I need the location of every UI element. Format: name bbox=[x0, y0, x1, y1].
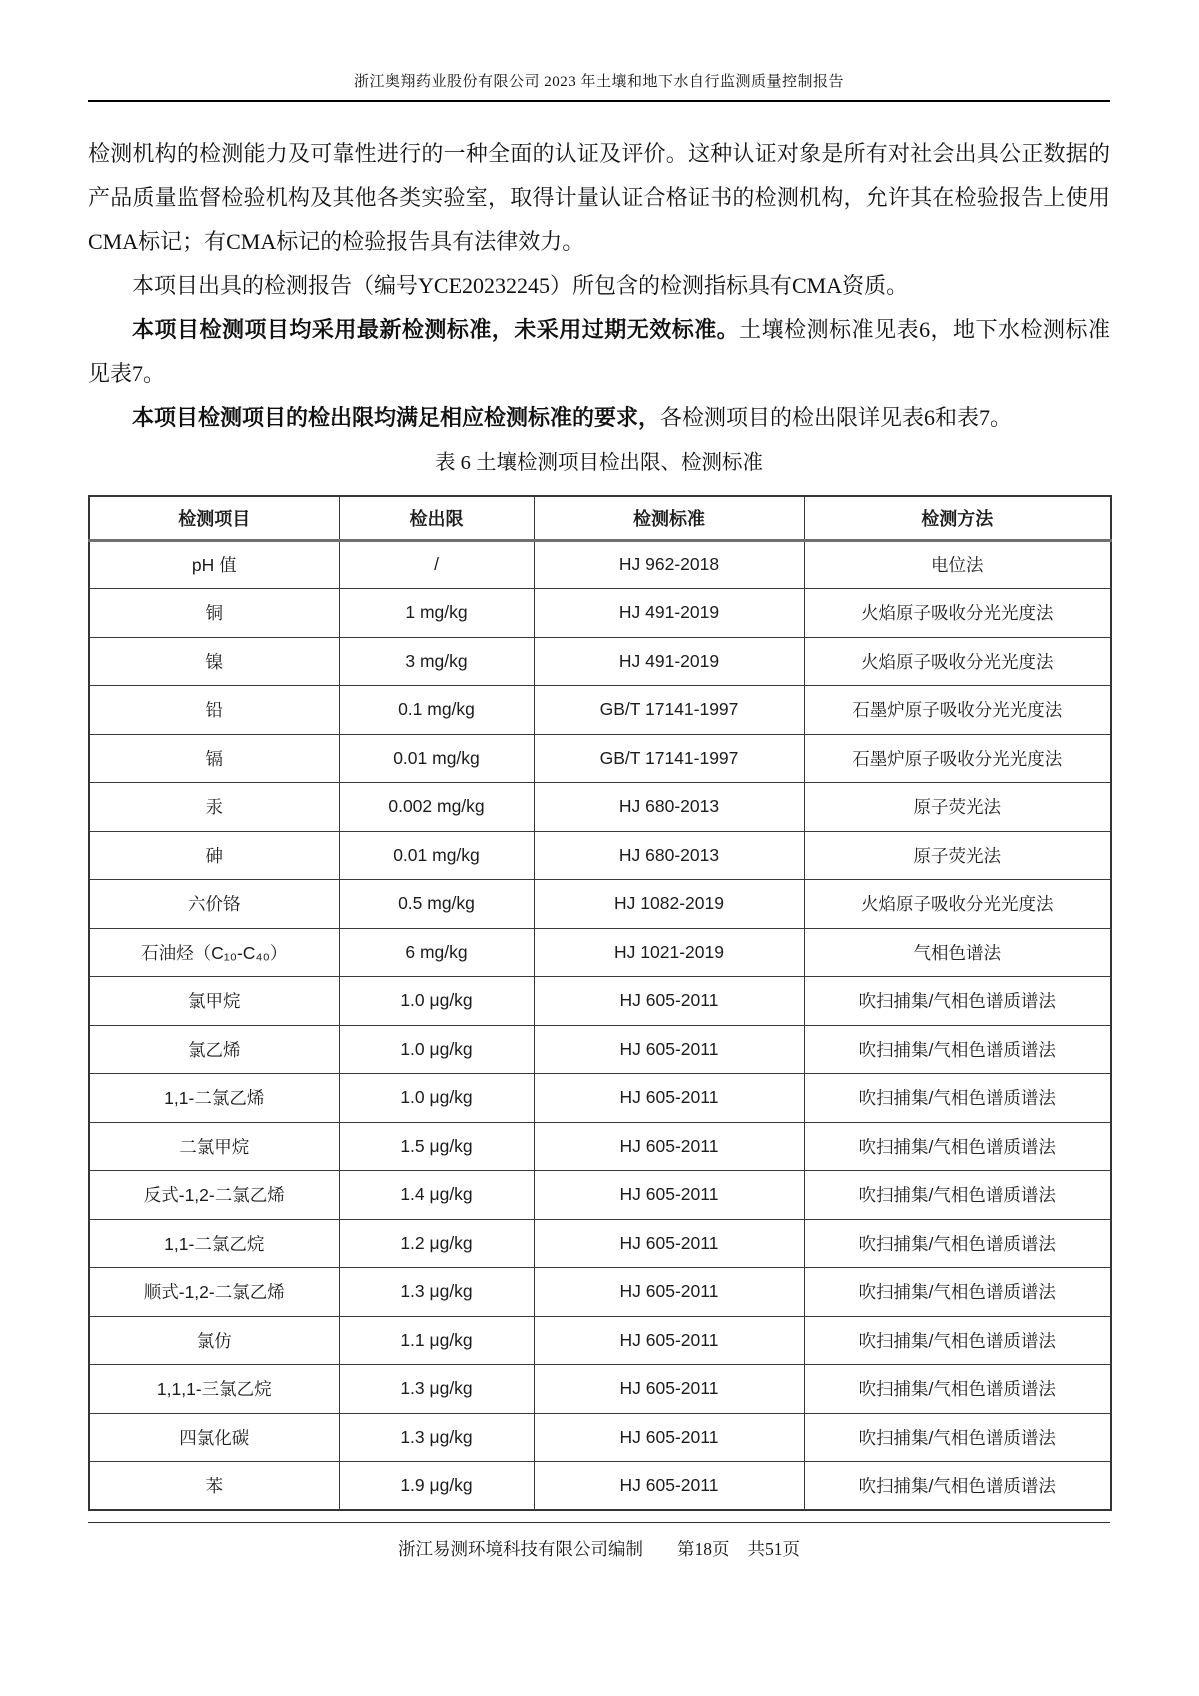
paragraph-detection-limits-normal: 各检测项目的检出限详见表6和表7。 bbox=[660, 405, 1013, 430]
table-row bbox=[89, 540, 1111, 589]
table-cell: HJ 1021-2019 bbox=[534, 928, 804, 977]
footer-company: 浙江易测环境科技有限公司编制 bbox=[398, 1539, 643, 1559]
table-cell: 石墨炉原子吸收分光光度法 bbox=[804, 734, 1111, 783]
table-cell: 氯乙烯 bbox=[89, 1025, 339, 1074]
table-cell: 气相色谱法 bbox=[804, 928, 1111, 977]
paragraph-standards-bold: 本项目检测项目均采用最新检测标准，未采用过期无效标准。 bbox=[132, 317, 740, 342]
table-cell: HJ 605-2011 bbox=[534, 1074, 804, 1123]
header-cell-standard: 检测标准 bbox=[534, 496, 804, 540]
table-cell: 1.5 μg/kg bbox=[339, 1122, 534, 1171]
table-cell: HJ 491-2019 bbox=[534, 637, 804, 686]
table-row bbox=[89, 1025, 1111, 1074]
table-cell: 1.4 μg/kg bbox=[339, 1171, 534, 1220]
table-cell: 1.3 μg/kg bbox=[339, 1365, 534, 1414]
table-cell: HJ 605-2011 bbox=[534, 1219, 804, 1268]
table-cell: 吹扫捕集/气相色谱质谱法 bbox=[804, 1074, 1111, 1123]
table-cell: 铅 bbox=[89, 686, 339, 735]
table-row bbox=[89, 1171, 1111, 1220]
paragraph-detection-limits-bold: 本项目检测项目的检出限均满足相应检测标准的要求， bbox=[132, 405, 661, 430]
running-header-title: 浙江奥翔药业股份有限公司 2023 年土壤和地下水自行监测质量控制报告 bbox=[353, 74, 844, 90]
paragraph-detection-limits bbox=[88, 396, 1110, 440]
table-cell: 砷 bbox=[89, 831, 339, 880]
table-cell: pH 值 bbox=[89, 540, 339, 589]
table-row bbox=[89, 1462, 1111, 1511]
table-cell: GB/T 17141-1997 bbox=[534, 734, 804, 783]
header-cell-limit: 检出限 bbox=[339, 496, 534, 540]
table-cell: 吹扫捕集/气相色谱质谱法 bbox=[804, 1025, 1111, 1074]
table-row bbox=[89, 928, 1111, 977]
paragraph-cma-explanation bbox=[88, 132, 1110, 264]
table-cell: 吹扫捕集/气相色谱质谱法 bbox=[804, 977, 1111, 1026]
table-cell: 二氯甲烷 bbox=[89, 1122, 339, 1171]
table-cell: 六价铬 bbox=[89, 880, 339, 929]
table-cell: 氯仿 bbox=[89, 1316, 339, 1365]
table-cell: 1.0 μg/kg bbox=[339, 977, 534, 1026]
table-cell: 1.9 μg/kg bbox=[339, 1462, 534, 1511]
table-cell: 0.01 mg/kg bbox=[339, 831, 534, 880]
table-cell: 电位法 bbox=[804, 540, 1111, 589]
table-cell: HJ 962-2018 bbox=[534, 540, 804, 589]
table-cell: 1.1 μg/kg bbox=[339, 1316, 534, 1365]
table-cell: 汞 bbox=[89, 783, 339, 832]
running-header bbox=[88, 0, 1110, 102]
table-body bbox=[89, 540, 1111, 1510]
table-cell: HJ 605-2011 bbox=[534, 1268, 804, 1317]
table-cell: 火焰原子吸收分光光度法 bbox=[804, 589, 1111, 638]
table-row bbox=[89, 1122, 1111, 1171]
table-cell: 6 mg/kg bbox=[339, 928, 534, 977]
table-cell: 氯甲烷 bbox=[89, 977, 339, 1026]
table-cell: HJ 680-2013 bbox=[534, 831, 804, 880]
table-cell: 1.3 μg/kg bbox=[339, 1268, 534, 1317]
paragraph-report-number-text: 本项目出具的检测报告（编号YCE20232245）所包含的检测指标具有CMA资质。 bbox=[132, 273, 909, 298]
footer-page-number: 第18页 bbox=[677, 1539, 730, 1559]
table-cell: 吹扫捕集/气相色谱质谱法 bbox=[804, 1268, 1111, 1317]
page-content bbox=[88, 0, 1110, 1561]
table-header-row bbox=[89, 496, 1111, 540]
table-row bbox=[89, 977, 1111, 1026]
table-row bbox=[89, 1219, 1111, 1268]
table-cell: HJ 605-2011 bbox=[534, 1413, 804, 1462]
table-cell: GB/T 17141-1997 bbox=[534, 686, 804, 735]
table-cell: 1.0 μg/kg bbox=[339, 1074, 534, 1123]
table-cell: 1 mg/kg bbox=[339, 589, 534, 638]
paragraph-standards bbox=[88, 308, 1110, 396]
table-row bbox=[89, 1316, 1111, 1365]
table-row bbox=[89, 686, 1111, 735]
table-row bbox=[89, 1268, 1111, 1317]
table-cell: 1,1,1-三氯乙烷 bbox=[89, 1365, 339, 1414]
table-cell: 1.2 μg/kg bbox=[339, 1219, 534, 1268]
table-cell: 1,1-二氯乙烯 bbox=[89, 1074, 339, 1123]
paragraph-standards-normal: 土壤检测标准见表6，地下水检测标准见表7。 bbox=[88, 317, 1110, 386]
table-cell: 0.1 mg/kg bbox=[339, 686, 534, 735]
table-cell: HJ 605-2011 bbox=[534, 1316, 804, 1365]
table-cell: 吹扫捕集/气相色谱质谱法 bbox=[804, 1413, 1111, 1462]
table-cell: 原子荧光法 bbox=[804, 831, 1111, 880]
header-cell-method: 检测方法 bbox=[804, 496, 1111, 540]
table-cell: HJ 605-2011 bbox=[534, 977, 804, 1026]
table-row bbox=[89, 783, 1111, 832]
table-cell: 3 mg/kg bbox=[339, 637, 534, 686]
table-row bbox=[89, 831, 1111, 880]
table-cell: HJ 605-2011 bbox=[534, 1365, 804, 1414]
table-cell: 火焰原子吸收分光光度法 bbox=[804, 637, 1111, 686]
table-cell: 苯 bbox=[89, 1462, 339, 1511]
header-cell-item: 检测项目 bbox=[89, 496, 339, 540]
table-cell: 吹扫捕集/气相色谱质谱法 bbox=[804, 1122, 1111, 1171]
table-cell: HJ 1082-2019 bbox=[534, 880, 804, 929]
table-cell: 吹扫捕集/气相色谱质谱法 bbox=[804, 1219, 1111, 1268]
table-cell: 0.002 mg/kg bbox=[339, 783, 534, 832]
body-text bbox=[88, 132, 1110, 440]
table-cell: 0.5 mg/kg bbox=[339, 880, 534, 929]
running-footer bbox=[88, 1522, 1110, 1561]
table-cell: 1.3 μg/kg bbox=[339, 1413, 534, 1462]
table-cell: HJ 605-2011 bbox=[534, 1025, 804, 1074]
footer-total-pages: 共51页 bbox=[747, 1539, 800, 1559]
table-cell: 镍 bbox=[89, 637, 339, 686]
table-row bbox=[89, 1074, 1111, 1123]
table-cell: 1.0 μg/kg bbox=[339, 1025, 534, 1074]
soil-detection-table bbox=[88, 495, 1112, 1511]
table-cell: HJ 680-2013 bbox=[534, 783, 804, 832]
table-cell: HJ 605-2011 bbox=[534, 1171, 804, 1220]
table-cell: 吹扫捕集/气相色谱质谱法 bbox=[804, 1316, 1111, 1365]
table-6-caption: 表 6 土壤检测项目检出限、检测标准 bbox=[435, 452, 763, 474]
table-cell: HJ 605-2011 bbox=[534, 1122, 804, 1171]
paragraph-report-number bbox=[88, 264, 1110, 308]
table-row bbox=[89, 1365, 1111, 1414]
table-cell: 反式-1,2-二氯乙烯 bbox=[89, 1171, 339, 1220]
table-cell: 火焰原子吸收分光光度法 bbox=[804, 880, 1111, 929]
table-cell: 0.01 mg/kg bbox=[339, 734, 534, 783]
table-cell: / bbox=[339, 540, 534, 589]
table-cell: 镉 bbox=[89, 734, 339, 783]
table-cell: 原子荧光法 bbox=[804, 783, 1111, 832]
table-row bbox=[89, 734, 1111, 783]
table-cell: 石墨炉原子吸收分光光度法 bbox=[804, 686, 1111, 735]
table-row bbox=[89, 637, 1111, 686]
table-cell: 吹扫捕集/气相色谱质谱法 bbox=[804, 1462, 1111, 1511]
table-cell: 石油烃（C₁₀-C₄₀） bbox=[89, 928, 339, 977]
table-cell: 铜 bbox=[89, 589, 339, 638]
table-row bbox=[89, 880, 1111, 929]
table-row bbox=[89, 1413, 1111, 1462]
table-cell: 四氯化碳 bbox=[89, 1413, 339, 1462]
table-row bbox=[89, 589, 1111, 638]
table-cell: HJ 605-2011 bbox=[534, 1462, 804, 1511]
table-cell: 1,1-二氯乙烷 bbox=[89, 1219, 339, 1268]
paragraph-cma-explanation-text: 检测机构的检测能力及可靠性进行的一种全面的认证及评价。这种认证对象是所有对社会出具公正数据的产品质量监督检验机构及其他各类实验室，取得计量认证合格证书的检测机构，允许其在检验报告上使用CMA标记；有CMA标记的检验报告具有法律效力。 bbox=[88, 141, 1110, 254]
table-cell: HJ 491-2019 bbox=[534, 589, 804, 638]
table-cell: 顺式-1,2-二氯乙烯 bbox=[89, 1268, 339, 1317]
table-cell: 吹扫捕集/气相色谱质谱法 bbox=[804, 1365, 1111, 1414]
table-cell: 吹扫捕集/气相色谱质谱法 bbox=[804, 1171, 1111, 1220]
